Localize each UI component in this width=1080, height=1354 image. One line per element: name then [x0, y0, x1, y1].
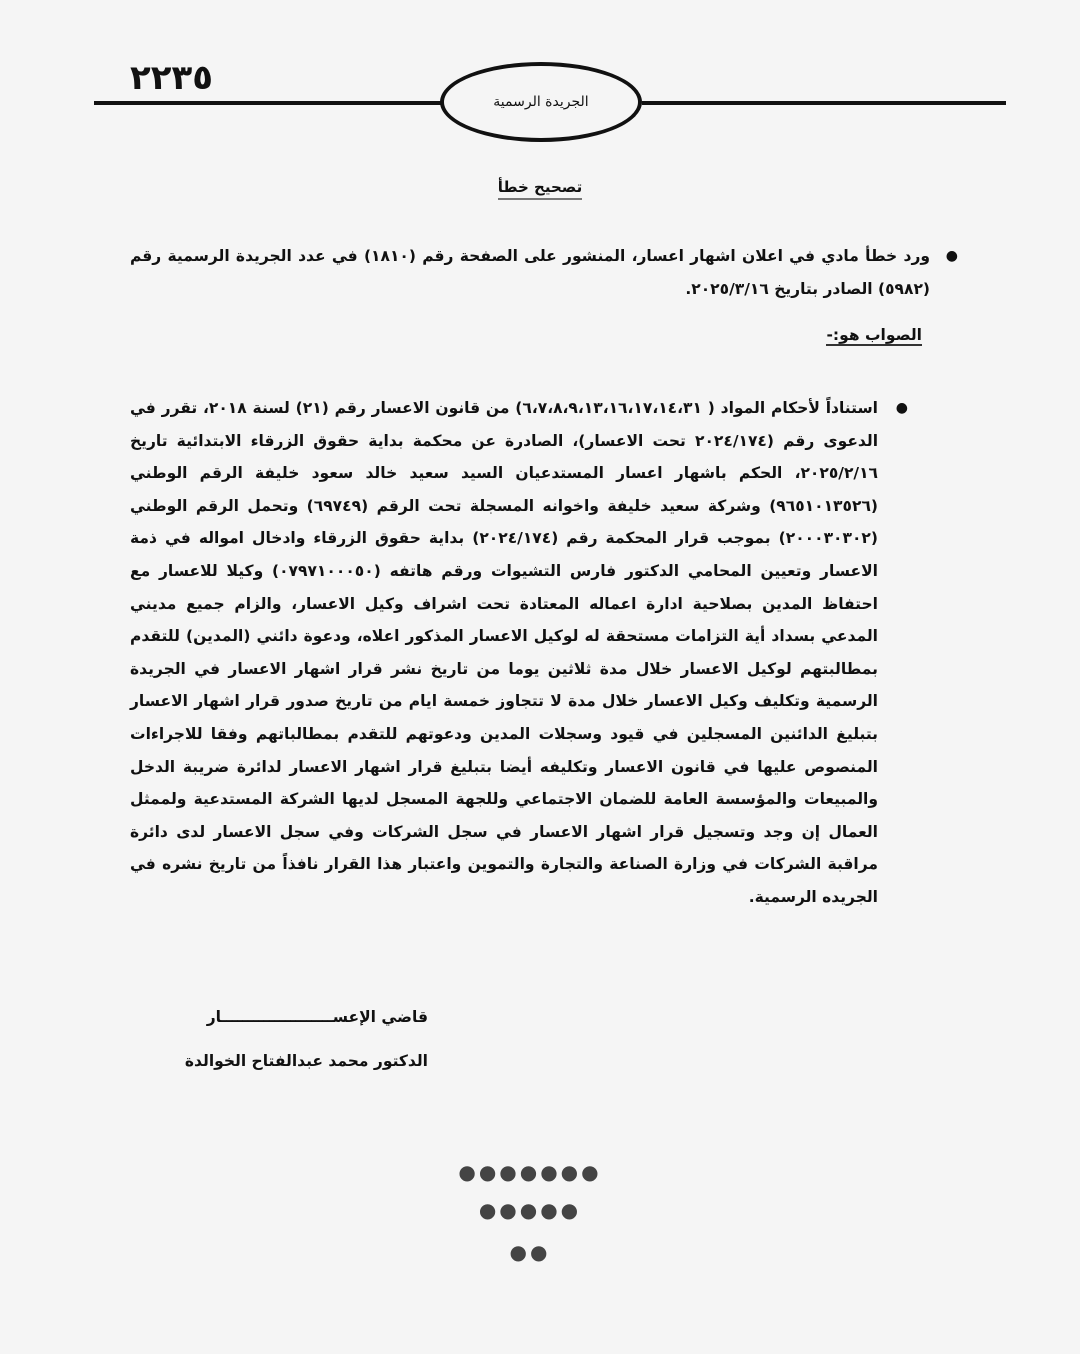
correct-label: [826, 326, 922, 344]
document-title: [470, 178, 610, 196]
page-number: ٢٢٣٥: [130, 58, 214, 98]
ruling-paragraph: [130, 392, 908, 914]
ruling-text: استناداً لأحكام المواد ( ٦،٧،٨،٩،١٣،١٦،١٧،١٤،٣١) من قانون الاعسار رقم (٢١) لسنة ٢٠١٨، تقرر في الدعوى رقم (٢٠٢٤/١٧٤ تحت الاعسار)، الصادرة عن محكمة بداية حقوق الزرقاء الابتدائية تاريخ ٢٠٢٥/٢/١٦، الحكم باشهار اعسار المستدعيان السيد سعيد خالد سعود خليفة الرقم الوطني (٩٦٥١٠١٣٥٢٦) وشركة سعيد خليفة واخوانه المسجلة تحت الرقم (٦٩٧٤٩) وتحمل الرقم الوطني (٢٠٠٠٣٠٣٠٢) بموجب قرار المحكمة رقم (٢٠٢٤/١٧٤) بداية حقوق الزرقاء وادخال امواله في ذمة الاعسار وتعيين المحامي الدكتور فارس التشيوات ورقم هاتفه (٠٧٩٧١٠٠٠٥٠) وكيلا للاعسار مع احتفاظ المدين بصلاحية ادارة اعماله المعتادة تحت اشراف وكيل الاعسار، والزام جميع مديني المدعي بسداد أية التزامات مستحقة له لوكيل الاعسار المذكور اعلاه، ودعوة دائني (المدين) للتقدم بمطالبتهم لوكيل الاعسار خلال مدة ثلاثين يوما من تاريخ نشر قرار اشهار الاعسار في الجريدة الرسمية وتكليف وكيل الاعسار خلال مدة لا تتجاوز خمسة ايام من تاريخ صدور قرار اشهار الاعسار بتبليغ الدائنين المسجلين في قيود وسجلات المدين ودعوتهم للتقدم بمطالباتهم وفقا للاجراءات المنصوص عليها في قانون الاعسار وتكليفه أيضا بتبليغ قرار اشهار الاعسار لدائرة ضريبة الدخل والمبيعات والمؤسسة العامة للضمان الاجتماعي وللجهة المسجل لديها الشركة المستدعية ولممثل العمال إن وجد وتسجيل قرار اشهار الاعسار في سجل الشركات وفي سجل الاعسار لدى دائرة مراقبة الشركات في وزارة الصناعة والتجارة والتموين واعتبار هذا القرار نافذاً من تاريخ نشره في الجريده الرسمية.: [130, 399, 879, 906]
ornament-row-2: ●●●●●: [478, 1198, 582, 1222]
header-rule-right: [642, 101, 1006, 105]
error-notice-text: ورد خطأ مادي في اعلان اشهار اعسار، المنشور على الصفحة رقم (١٨١٠) في عدد الجريدة الرسمية رقم (٥٩٨٢) الصادر بتاريخ ٢٠٢٥/٣/١٦.: [130, 247, 930, 298]
correct-label-text: الصواب هو:-: [826, 326, 922, 344]
bullet-icon: ●: [895, 400, 908, 416]
masthead-title: الجريدة الرسمية: [493, 94, 589, 110]
error-notice-paragraph: [130, 240, 958, 305]
signature-title: قاضي الإعســـــــــــــــــــــار: [206, 1008, 428, 1026]
ornament-row-1: ●●●●●●●: [458, 1160, 602, 1184]
bullet-icon: ●: [945, 248, 958, 264]
header-rule-left: [94, 101, 444, 105]
signature-name: الدكتور محمد عبدالفتاح الخوالدة: [184, 1052, 428, 1070]
document-title-text: تصحيح خطأ: [498, 178, 582, 200]
ornament-row-3: ●●: [509, 1240, 551, 1264]
masthead-oval: [440, 62, 642, 142]
